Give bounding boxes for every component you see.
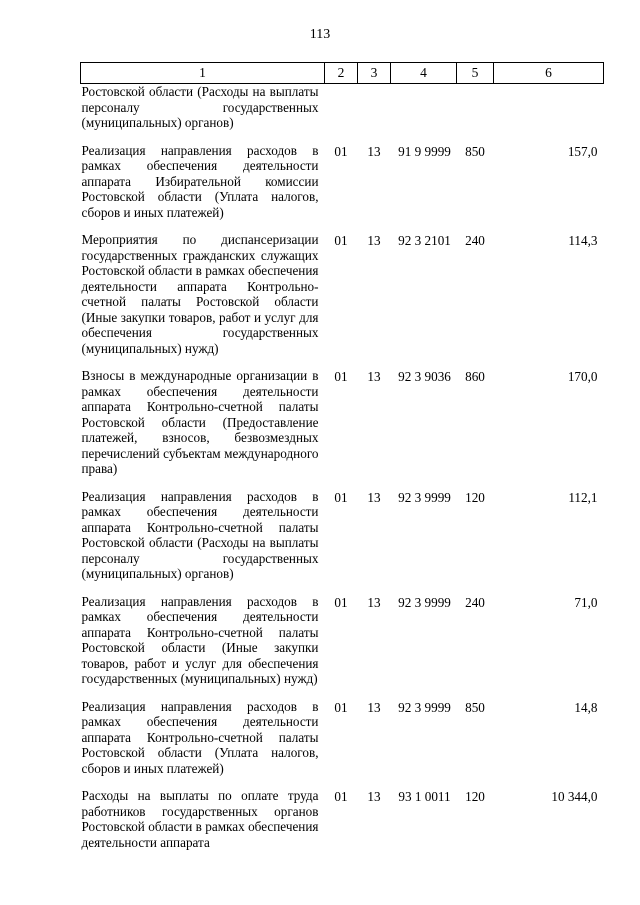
table-row <box>81 594 604 699</box>
table-row <box>81 143 604 233</box>
row-description: Взносы в международные организации в рамках обеспечения деятельности аппарата Контрольно-счетной палаты Ростовской области (Предоставление платежей, взносов, безвозмездных перечислений субъектам международного права) <box>81 368 319 476</box>
budget-table <box>80 62 604 862</box>
expense-type-code: 120 <box>465 789 485 804</box>
page-number: 113 <box>309 27 331 42</box>
amount: 114,3 <box>568 233 598 248</box>
section-code: 01 <box>334 143 348 159</box>
table-row <box>81 368 604 489</box>
target-article-code: 92 3 9999 <box>398 594 451 610</box>
subsection-code: 13 <box>367 233 381 248</box>
column-header: 2 <box>325 63 358 84</box>
subsection-code: 13 <box>367 789 381 804</box>
table-row <box>81 489 604 594</box>
subsection-code: 13 <box>367 369 381 384</box>
subsection-code: 13 <box>367 699 381 715</box>
column-header: 1 <box>81 63 325 84</box>
section-code: 01 <box>334 594 348 610</box>
column-header: 3 <box>358 63 391 84</box>
section-code: 01 <box>334 789 348 804</box>
row-description: Расходы на выплаты по оплате труда работников государственных органов Ростовской области в рамках обеспечения деятельности аппарата <box>81 788 319 850</box>
row-description: Ростовской области (Расходы на выплаты персоналу государственных (муниципальных) органов) <box>81 84 319 130</box>
amount: 71,0 <box>574 594 598 610</box>
expense-type-code: 850 <box>465 699 485 715</box>
section-code: 01 <box>334 489 348 505</box>
target-article-code: 91 9 9999 <box>398 143 451 159</box>
amount: 14,8 <box>574 699 598 715</box>
column-header: 6 <box>494 63 604 84</box>
table-row <box>81 699 604 789</box>
target-article-code: 92 3 9999 <box>398 699 451 715</box>
section-code: 01 <box>334 233 348 248</box>
section-code: 01 <box>334 369 348 384</box>
table-row <box>81 232 604 368</box>
amount: 10 344,0 <box>551 789 598 804</box>
subsection-code: 13 <box>367 489 381 505</box>
row-description: Реализация направления расходов в рамках обеспечения деятельности аппарата Контрольно-счетной палаты Ростовской области (Расходы на выплаты персоналу государственных (муниципальных) органов) <box>81 488 319 581</box>
row-description: Реализация направления расходов в рамках обеспечения деятельности аппарата Контрольно-счетной палаты Ростовской области (Уплата налогов, сборов и иных платежей) <box>81 698 319 776</box>
column-header: 4 <box>391 63 457 84</box>
amount: 157,0 <box>567 143 598 159</box>
row-description: Реализация направления расходов в рамках обеспечения деятельности аппарата Избирательной комиссии Ростовской области (Уплата налогов, сборов и иных платежей) <box>81 142 319 220</box>
section-code: 01 <box>334 699 348 715</box>
target-article-code: 93 1 0011 <box>398 789 451 804</box>
amount: 170,0 <box>567 369 598 384</box>
table-header-row <box>81 63 604 84</box>
expense-type-code: 860 <box>465 369 485 384</box>
target-article-code: 92 3 9999 <box>398 489 451 505</box>
expense-type-code: 120 <box>465 489 485 505</box>
row-description: Реализация направления расходов в рамках обеспечения деятельности аппарата Контрольно-счетной палаты Ростовской области (Иные закупки товаров, работ и услуг для обеспечения государственных (муниципальных) нужд) <box>81 593 319 686</box>
row-description: Мероприятия по диспансеризации государственных гражданских служащих Ростовской области в рамках обеспечения деятельности аппарата Контрольно-счетной палаты Ростовской области (Иные закупки товаров, работ и услуг для обеспечения государственных (муниципальных) нужд) <box>81 232 319 356</box>
expense-type-code: 240 <box>465 594 485 610</box>
table-row-continuation <box>81 84 604 143</box>
target-article-code: 92 3 2101 <box>398 233 451 248</box>
column-header: 5 <box>457 63 494 84</box>
subsection-code: 13 <box>367 143 381 159</box>
subsection-code: 13 <box>367 594 381 610</box>
target-article-code: 92 3 9036 <box>398 369 451 384</box>
expense-type-code: 850 <box>465 143 485 159</box>
table-row <box>81 788 604 862</box>
expense-type-code: 240 <box>465 233 485 248</box>
amount: 112,1 <box>568 489 598 505</box>
